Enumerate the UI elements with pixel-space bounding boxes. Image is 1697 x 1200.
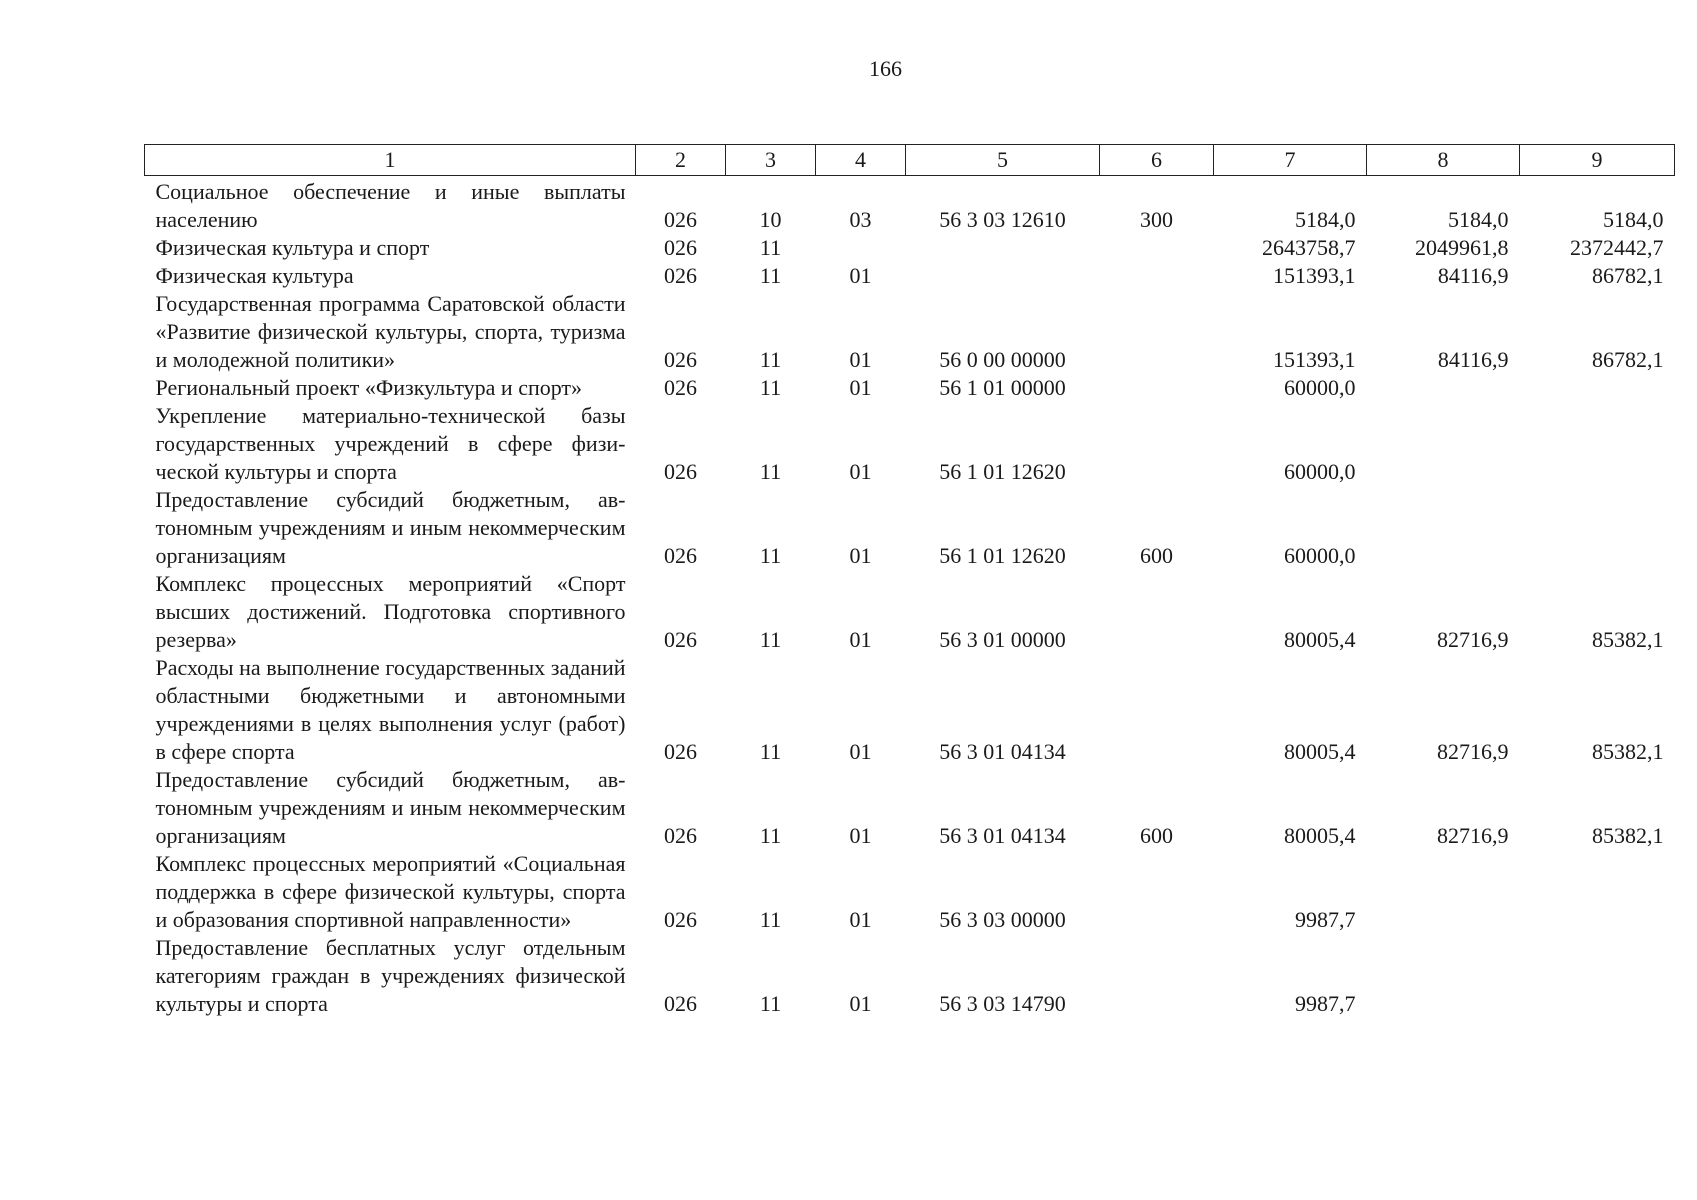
cell-name: Предоставление субсидий бюджетным, автономным учреждениям и иным некоммерческим организациям — [155, 767, 626, 848]
cell-ministry-code: 026 — [664, 235, 697, 260]
cell-name: Комплекс процессных мероприятий «Социальная поддержка в сфере физической культуры, спорта и образования спортивной направленности» — [155, 851, 626, 932]
cell-amount-col9 — [1520, 934, 1675, 1018]
cell-amount-col9: 86782,1 — [1592, 263, 1664, 288]
cell-expense-type — [1100, 654, 1214, 766]
cell-amount-col8: 5184,0 — [1448, 207, 1509, 232]
table-row — [145, 934, 1675, 1018]
cell-expense-type — [1100, 290, 1214, 374]
cell-subsection-code: 03 — [849, 207, 872, 232]
table-header — [145, 145, 1675, 176]
cell-ministry-code: 026 — [664, 823, 697, 848]
table-row — [145, 290, 1675, 374]
table-row — [145, 570, 1675, 654]
cell-name: Комплекс процессных мероприятий «Спорт высших достижений. Подготовка спортивного резерва» — [155, 571, 626, 652]
cell-target-article: 56 1 01 12620 — [939, 459, 1066, 484]
cell-amount-col7: 151393,1 — [1273, 347, 1356, 372]
cell-target-article: 56 0 00 00000 — [939, 347, 1066, 372]
cell-amount-col7: 9987,7 — [1295, 991, 1356, 1016]
cell-amount-col8: 82716,9 — [1437, 739, 1509, 764]
cell-amount-col9 — [1520, 374, 1675, 402]
cell-amount-col8 — [1367, 934, 1520, 1018]
cell-amount-col8 — [1367, 486, 1520, 570]
cell-subsection-code: 01 — [849, 459, 872, 484]
page-number: 166 — [869, 56, 902, 81]
table-row — [145, 262, 1675, 290]
budget-table — [144, 144, 1675, 1018]
cell-section-code: 11 — [759, 739, 782, 764]
cell-subsection-code: 01 — [849, 627, 872, 652]
cell-target-article: 56 1 01 12620 — [939, 543, 1066, 568]
cell-section-code: 11 — [759, 991, 782, 1016]
cell-expense-type — [1100, 934, 1214, 1018]
cell-target-article: 56 3 03 14790 — [939, 991, 1066, 1016]
cell-amount-col8 — [1367, 402, 1520, 486]
table-body — [145, 176, 1675, 1019]
column-header-3: 3 — [726, 145, 816, 176]
cell-target-article — [906, 262, 1100, 290]
cell-section-code: 11 — [759, 543, 782, 568]
cell-section-code: 11 — [759, 235, 782, 260]
cell-amount-col8: 84116,9 — [1437, 347, 1509, 372]
cell-expense-type — [1100, 262, 1214, 290]
cell-amount-col8 — [1367, 374, 1520, 402]
cell-amount-col8: 82716,9 — [1437, 627, 1509, 652]
cell-ministry-code: 026 — [664, 543, 697, 568]
cell-section-code: 10 — [759, 207, 782, 232]
cell-expense-type: 600 — [1140, 823, 1173, 848]
cell-ministry-code: 026 — [664, 627, 697, 652]
cell-subsection-code — [816, 234, 906, 262]
cell-amount-col9 — [1520, 486, 1675, 570]
header-row — [145, 145, 1675, 176]
cell-expense-type: 600 — [1140, 543, 1173, 568]
column-header-6: 6 — [1100, 145, 1214, 176]
table-row — [145, 176, 1675, 235]
cell-section-code: 11 — [759, 459, 782, 484]
cell-amount-col7: 80005,4 — [1284, 739, 1356, 764]
cell-expense-type — [1100, 234, 1214, 262]
cell-subsection-code: 01 — [849, 543, 872, 568]
table-row — [145, 654, 1675, 766]
table-row — [145, 374, 1675, 402]
cell-section-code: 11 — [759, 627, 782, 652]
cell-name: Предоставление субсидий бюджетным, автономным учреждениям и иным некоммерческим организациям — [155, 487, 626, 568]
cell-amount-col9: 85382,1 — [1592, 739, 1664, 764]
cell-amount-col8: 84116,9 — [1437, 263, 1509, 288]
column-header-1: 1 — [145, 145, 636, 176]
cell-ministry-code: 026 — [664, 347, 697, 372]
cell-ministry-code: 026 — [664, 739, 697, 764]
cell-subsection-code: 01 — [849, 375, 872, 400]
cell-amount-col7: 9987,7 — [1295, 907, 1356, 932]
cell-name: Физическая культура — [155, 263, 354, 288]
cell-target-article: 56 3 01 00000 — [939, 627, 1066, 652]
cell-subsection-code: 01 — [849, 991, 872, 1016]
cell-target-article: 56 3 03 00000 — [939, 907, 1066, 932]
cell-amount-col7: 60000,0 — [1284, 375, 1356, 400]
cell-amount-col9: 86782,1 — [1592, 347, 1664, 372]
table-row — [145, 234, 1675, 262]
cell-expense-type — [1100, 850, 1214, 934]
cell-ministry-code: 026 — [664, 375, 697, 400]
cell-amount-col7: 151393,1 — [1273, 263, 1356, 288]
cell-ministry-code: 026 — [664, 991, 697, 1016]
cell-target-article — [906, 234, 1100, 262]
cell-section-code: 11 — [759, 823, 782, 848]
cell-amount-col7: 5184,0 — [1295, 207, 1356, 232]
cell-section-code: 11 — [759, 263, 782, 288]
cell-target-article: 56 3 01 04134 — [939, 823, 1066, 848]
cell-amount-col8 — [1367, 850, 1520, 934]
column-header-9: 9 — [1520, 145, 1675, 176]
cell-subsection-code: 01 — [849, 739, 872, 764]
cell-subsection-code: 01 — [849, 823, 872, 848]
cell-name: Социальное обеспечение и иные выплаты населению — [155, 179, 626, 232]
cell-amount-col7: 80005,4 — [1284, 627, 1356, 652]
cell-amount-col7: 80005,4 — [1284, 823, 1356, 848]
table-row — [145, 766, 1675, 850]
cell-subsection-code: 01 — [849, 263, 872, 288]
cell-amount-col7: 60000,0 — [1284, 459, 1356, 484]
table-row — [145, 402, 1675, 486]
cell-amount-col9: 85382,1 — [1592, 823, 1664, 848]
column-header-8: 8 — [1367, 145, 1520, 176]
column-header-2: 2 — [636, 145, 726, 176]
cell-subsection-code: 01 — [849, 907, 872, 932]
cell-section-code: 11 — [759, 375, 782, 400]
cell-amount-col9: 5184,0 — [1603, 207, 1664, 232]
cell-name: Предоставление бесплатных услуг отдельным категориям граждан в учреждениях физической культуры и спорта — [155, 935, 626, 1016]
cell-name: Физическая культура и спорт — [155, 235, 430, 260]
cell-ministry-code: 026 — [664, 907, 697, 932]
cell-expense-type — [1100, 374, 1214, 402]
cell-amount-col9 — [1520, 850, 1675, 934]
cell-target-article: 56 3 01 04134 — [939, 739, 1066, 764]
cell-expense-type — [1100, 402, 1214, 486]
cell-section-code: 11 — [759, 347, 782, 372]
cell-expense-type — [1100, 570, 1214, 654]
cell-amount-col9: 85382,1 — [1592, 627, 1664, 652]
cell-subsection-code: 01 — [849, 347, 872, 372]
column-header-5: 5 — [906, 145, 1100, 176]
cell-name: Укрепление материально-технической базы государственных учреждений в сфере физической культуры и спорта — [155, 403, 626, 484]
table-row — [145, 486, 1675, 570]
column-header-7: 7 — [1214, 145, 1367, 176]
cell-name: Региональный проект «Физкультура и спорт» — [155, 375, 583, 400]
cell-name: Расходы на выполнение государственных заданий областными бюджетными и автономными учреждениями в целях выполнения услуг (работ) в сфере спорта — [155, 655, 626, 764]
table-row — [145, 850, 1675, 934]
cell-target-article: 56 3 03 12610 — [939, 207, 1066, 232]
cell-expense-type: 300 — [1140, 207, 1173, 232]
cell-section-code: 11 — [759, 907, 782, 932]
cell-amount-col9 — [1520, 402, 1675, 486]
cell-ministry-code: 026 — [664, 263, 697, 288]
cell-amount-col8: 82716,9 — [1437, 823, 1509, 848]
cell-amount-col9: 2372442,7 — [1570, 235, 1664, 260]
cell-amount-col7: 2643758,7 — [1262, 235, 1356, 260]
cell-ministry-code: 026 — [664, 207, 697, 232]
column-header-4: 4 — [816, 145, 906, 176]
cell-amount-col7: 60000,0 — [1284, 543, 1356, 568]
cell-amount-col8: 2049961,8 — [1415, 235, 1509, 260]
cell-target-article: 56 1 01 00000 — [939, 375, 1066, 400]
cell-name: Государственная программа Саратовской области «Развитие физической культуры, спорта, туризма и молодежной политики» — [155, 291, 626, 372]
cell-ministry-code: 026 — [664, 459, 697, 484]
